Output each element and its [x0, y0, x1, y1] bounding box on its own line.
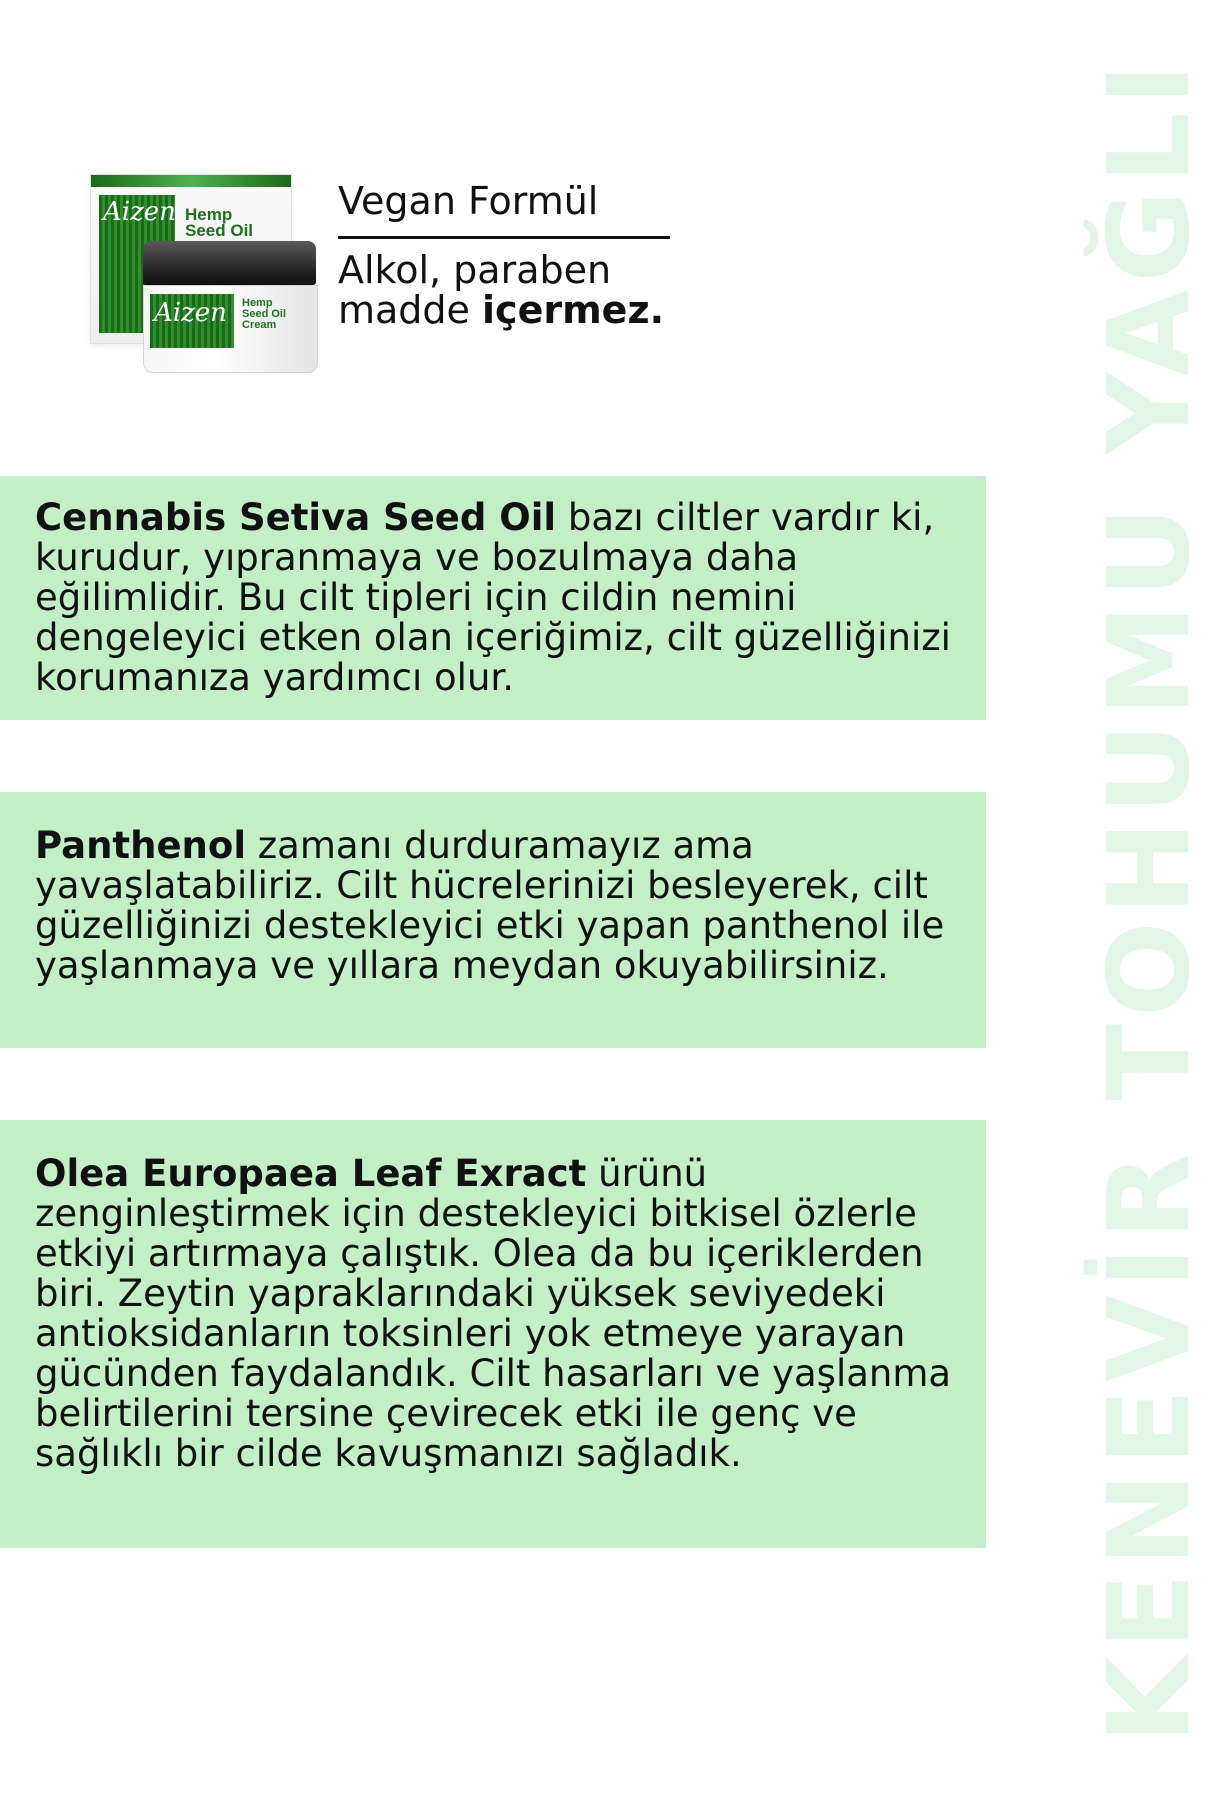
ingredient-description — [35, 826, 976, 986]
product-image — [40, 168, 340, 408]
ingredient-text: zamanı durduramayız ama yavaşlatabiliriz. Cilt hücrelerinizi besleyerek, cilt güzelliğinizi destekleyici etki yapan panthenol ile yaşlanmaya ve yıllara meydan okuyabilirsiniz. — [35, 824, 945, 987]
box-name-line: Hemp — [185, 205, 233, 224]
ingredient-panel-panthenol — [0, 792, 986, 1048]
box-logo: Aizen — [103, 197, 176, 227]
jar-name-line: Seed Oil — [242, 308, 287, 320]
ingredient-name: Panthenol — [35, 824, 246, 867]
ingredient-text: bazı ciltler vardır ki, kurudur, yıpranmaya ve bozulmaya daha eğilimlidir. Bu cilt tipleri için cildin nemini dengeleyici etken olan içeriğimiz, cilt güzelliğinizi korumanıza yardımcı olur. — [35, 496, 951, 699]
box-product-name — [185, 207, 253, 239]
ingredient-description — [35, 1154, 976, 1474]
title-divider — [338, 236, 670, 239]
ingredient-panel-olea — [0, 1120, 986, 1548]
vegan-formula-title: Vegan Formül — [338, 179, 599, 223]
jar-product-name — [242, 298, 286, 331]
jar-name-line: Cream — [242, 319, 277, 331]
vegan-text-plain: Alkol, paraben madde — [338, 248, 612, 332]
jar-lid — [143, 241, 316, 285]
box-name-line: Seed Oil — [185, 221, 254, 240]
product-jar — [143, 241, 316, 373]
ingredient-text: ürünü zenginleştirmek için destekleyici bitkisel özlerle etkiyi artırmaya çalıştık. Olea da bu içeriklerden biri. Zeytin yapraklarındaki yüksek seviyedeki antioksidanların toksinleri yok etmeye yarayan gücünden faydalandık. Cilt hasarları ve yaşlanma belirtilerini tersine çevirecek etki ile genç ve sağlıklı bir cilde kavuşmanızı sağladık. — [35, 1152, 952, 1475]
box-top-stripe — [91, 175, 291, 187]
ingredient-name: Olea Europaea Leaf Exract — [35, 1152, 587, 1195]
jar-logo: Aizen — [154, 298, 227, 328]
ingredient-description — [35, 498, 976, 698]
ingredient-name: Cennabis Setiva Seed Oil — [35, 496, 557, 539]
vertical-banner-text: KENEVİR TOHUMU YAĞLI — [1085, 56, 1215, 1744]
vegan-text-bold: içermez. — [482, 288, 664, 332]
jar-name-line: Hemp — [242, 297, 273, 309]
vegan-formula-text — [338, 250, 688, 330]
ingredient-panel-cannabis — [0, 476, 986, 720]
jar-body — [143, 285, 318, 373]
